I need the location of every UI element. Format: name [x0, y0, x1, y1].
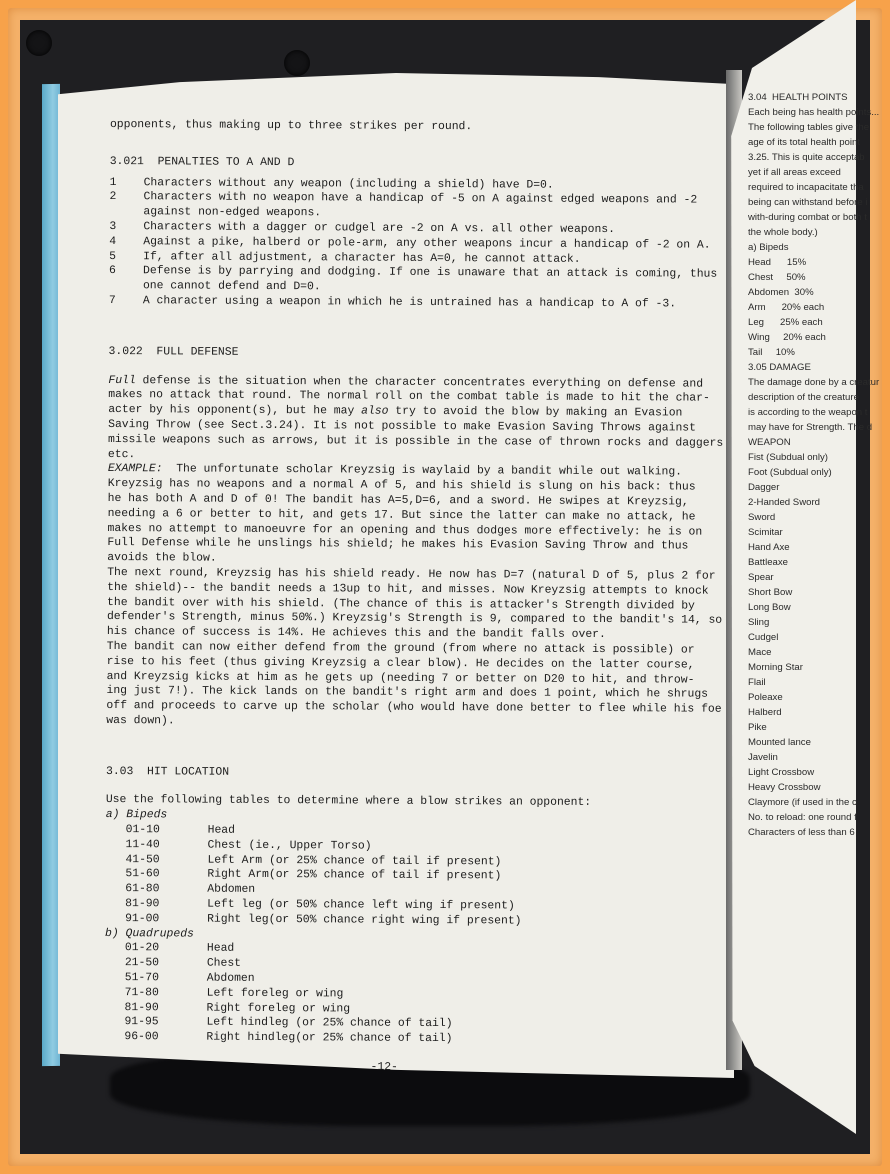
- page-text: [104, 118, 740, 1078]
- example-line: defender's Strength, minus 50%.) Kreyzsig's Strength is 9, compared to the bandit's 14, so: [106, 611, 723, 628]
- body-location: Left foreleg or wing: [206, 987, 344, 1001]
- right-page-line: Scimitar: [748, 527, 783, 538]
- penalty-number: [109, 279, 143, 294]
- right-page-line: Claymore (if used in the c: [748, 797, 857, 808]
- right-page-line: The damage done by a creatur: [748, 377, 880, 388]
- example-line: ing just 7!). The kick lands on the bandit's right arm and does 1 point, which he shrugs: [106, 685, 709, 701]
- body-location: Right leg(or 50% chance right wing if present): [207, 913, 522, 928]
- roll-range: 96-00: [124, 1031, 159, 1044]
- right-page-line: Light Crossbow: [748, 767, 815, 778]
- binder-hole: [26, 30, 52, 56]
- right-page-line: Pike: [748, 722, 767, 733]
- body-location: Head: [206, 943, 235, 956]
- example-line: The bandit can now either defend from the ground (from where no attack is possible) or: [106, 640, 695, 657]
- example-line: was down).: [106, 714, 175, 728]
- right-page-line: Sword: [748, 512, 776, 523]
- bipeds-table: [105, 823, 736, 930]
- example-line: Kreyzsig has no weapons and a normal A of 5, and his shield is slung on his back: thus: [107, 478, 696, 494]
- example-paragraph: [106, 477, 738, 732]
- right-page-line: WEAPON: [748, 437, 791, 448]
- right-page-line: being can withstand before i: [748, 197, 868, 208]
- right-page-line: Abdomen 30%: [748, 287, 814, 298]
- right-page-line: age of its total health point: [748, 137, 861, 148]
- roll-range: 81-90: [124, 1001, 159, 1014]
- intro-line: opponents, thus making up to three strikes per round.: [109, 118, 473, 134]
- full-italic: Full: [108, 374, 136, 387]
- right-page-line: Javelin: [748, 752, 778, 763]
- penalty-list: [109, 176, 740, 313]
- right-page-line: 3.05 DAMAGE: [748, 362, 811, 373]
- example-line: off and proceeds to carve up the scholar (who would have done better to flee while his foe: [106, 700, 722, 716]
- roll-range: 01-20: [124, 942, 160, 955]
- right-page-line: Heavy Crossbow: [748, 782, 821, 793]
- full-defense-line: makes no attack that round. The normal roll on the combat table is made to hit the char-: [108, 389, 710, 406]
- hit-location-row: [104, 1030, 734, 1049]
- example-line: he has both A and D of 0! The bandit has A=5,D=6, and a sword. He swipes at Kreyzsig,: [107, 492, 689, 509]
- quadrupeds-label: b) Quadrupeds: [104, 927, 194, 941]
- right-page-line: yet if all areas exceed: [748, 167, 841, 178]
- penalty-text: Defense is by parrying and dodging. If one is unaware that an attack is coming, thus: [143, 265, 718, 282]
- right-page-line: Wing 20% each: [748, 332, 826, 343]
- right-page-line: Leg 25% each: [748, 317, 823, 328]
- body-location: Chest (ie., Upper Torso): [207, 839, 372, 853]
- example-line: avoids the blow.: [107, 552, 217, 565]
- body-location: Head: [207, 824, 236, 837]
- roll-range: 91-00: [125, 912, 160, 926]
- also-italic: also: [361, 405, 389, 418]
- right-page-line: Chest 50%: [748, 272, 806, 283]
- right-page-line: Each being has health points...: [748, 107, 880, 118]
- full-defense-text: acter by his opponent(s), but he may: [108, 404, 362, 418]
- right-page-text: [748, 90, 880, 840]
- right-page-line: Mounted lance: [748, 737, 811, 748]
- binder-hole: [284, 50, 310, 76]
- penalty-number: 1: [109, 176, 117, 189]
- body-location: Right Arm(or 25% chance of tail if present): [207, 869, 502, 883]
- right-page-line: Short Bow: [748, 587, 793, 598]
- example-line: The next round, Kreyzsig has his shield ready. He now has D=7 (natural D of 5, plus 2 for: [107, 566, 716, 583]
- penalty-number: 2: [109, 191, 117, 204]
- example-label: EXAMPLE:: [107, 463, 163, 476]
- body-location: Chest: [206, 957, 242, 971]
- full-defense-rest: [108, 418, 738, 466]
- right-page-line: Morning Star: [748, 662, 803, 673]
- example-line: his chance of success is 14%. He achieves this and the bandit falls over.: [106, 626, 606, 642]
- body-location: Abdomen: [206, 972, 255, 985]
- roll-range: 61-80: [125, 883, 160, 896]
- body-location: Left Arm (or 25% chance of tail if present): [207, 854, 502, 869]
- right-page-line: Characters of less than 6: [748, 827, 855, 838]
- penalty-text: one cannot defend and D=0.: [142, 280, 321, 294]
- example-line: Full Defense while he unslings his shield; he makes his Evasion Saving Throw and thus: [107, 537, 689, 553]
- right-page-line: Poleaxe: [748, 692, 783, 703]
- right-page-line: Spear: [748, 572, 774, 583]
- full-defense-text: defense is the situation when the character concentrates everything on defense and: [135, 374, 704, 391]
- body-location: Abdomen: [207, 883, 256, 897]
- right-page-line: Dagger: [748, 482, 780, 493]
- right-page-line: Arm 20% each: [748, 302, 825, 313]
- penalty-text: A character using a weapon in which he is untrained has a handicap to A of -3.: [142, 295, 677, 311]
- right-page-line: is according to the weapon t: [748, 407, 868, 418]
- right-page-line: required to incapacitate tha: [748, 182, 864, 193]
- penalty-number: 5: [109, 250, 117, 263]
- penalty-text: Characters with no weapon have a handicap of -5 on A against edged weapons and -2: [143, 191, 698, 207]
- right-page-line: The following tables give the: [748, 122, 870, 133]
- roll-range: 81-90: [125, 898, 160, 911]
- right-page-line: may have for Strength. The d: [748, 422, 873, 433]
- roll-range: 41-50: [125, 853, 160, 866]
- example-line: and Kreyzsig kicks at him as he gets up (needing 7 or better on D20 to hit, and throw-: [106, 670, 695, 687]
- body-location: Right foreleg or wing: [206, 1002, 351, 1016]
- right-page-line: Halberd: [748, 707, 782, 718]
- right-page-line: Long Bow: [748, 602, 791, 613]
- heading-hit-location: 3.03 HIT LOCATION: [105, 765, 230, 779]
- right-page-line: 3.25. This is quite acceptab: [748, 152, 865, 163]
- right-page-line: 3.04 HEALTH POINTS: [748, 92, 848, 103]
- full-defense-line: Saving Throw (see Sect.3.24). It is not possible to make Evasion Saving Throws against: [108, 418, 697, 435]
- right-page-line: Flail: [748, 677, 766, 688]
- penalty-text: against non-edged weapons.: [143, 206, 322, 220]
- right-page-line: Foot (Subdual only): [748, 467, 832, 478]
- right-page-line: description of the creature: [748, 392, 859, 403]
- right-page-line: the whole body.): [748, 227, 818, 238]
- penalty-text: Against a pike, halberd or pole-arm, any other weapons incur a handicap of -2 on A.: [143, 235, 711, 252]
- right-page-line: Fist (Subdual only): [748, 452, 828, 463]
- roll-range: 11-40: [125, 838, 160, 852]
- example-line: the bandit over with his shield. (The chance of this is attacker's Strength divided by: [107, 596, 695, 613]
- bipeds-label: a) Bipeds: [105, 809, 168, 822]
- page-number: -12-: [370, 1061, 398, 1074]
- penalty-text: Characters without any weapon (including a shield) have D=0.: [143, 176, 554, 192]
- example-text: The unfortunate scholar Kreyzsig is waylaid by a bandit while out walking.: [162, 463, 683, 479]
- body-location: Right hindleg(or 25% chance of tail): [206, 1031, 453, 1046]
- penalty-number: 3: [109, 220, 117, 234]
- penalty-number: 6: [109, 265, 116, 278]
- right-page-line: 2-Handed Sword: [748, 497, 820, 508]
- right-page-line: Sling: [748, 617, 770, 628]
- roll-range: 51-60: [125, 868, 160, 881]
- right-page-line: Cudgel: [748, 632, 779, 643]
- body-location: Left hindleg (or 25% chance of tail): [206, 1017, 453, 1031]
- right-page-line: Head 15%: [748, 257, 807, 268]
- example-line: rise to his feet (thus giving Kreyzsig a clear blow). He decides on the latter course,: [106, 655, 695, 672]
- penalty-text: If, after all adjustment, a character has A=0, he cannot attack.: [143, 250, 581, 266]
- full-defense-line: missile weapons such as arrows, but it is possible in the case of thrown rocks and daggers: [107, 433, 724, 450]
- right-page-line: Tail 10%: [748, 347, 795, 358]
- right-page-line: with-during combat or both t: [748, 212, 867, 223]
- example-line: makes no attempt to manoeuvre for an opening and thus dodges more effectively: he is on: [107, 522, 703, 539]
- roll-range: 21-50: [124, 957, 160, 970]
- roll-range: 71-80: [124, 986, 159, 1000]
- full-defense-line: etc.: [107, 448, 136, 461]
- right-page-line: No. to reload: one round f: [748, 812, 857, 823]
- right-page-line: a) Bipeds: [748, 242, 789, 253]
- book-spine: [42, 84, 60, 1066]
- heading-full-defense: 3.022 FULL DEFENSE: [108, 345, 239, 359]
- heading-penalties: 3.021 PENALTIES TO A AND D: [109, 155, 295, 169]
- right-page-line: Battleaxe: [748, 557, 789, 568]
- right-page-line: Mace: [748, 647, 772, 658]
- right-page-line: Hand Axe: [748, 542, 790, 553]
- roll-range: 51-70: [124, 972, 159, 985]
- penalty-number: 4: [109, 235, 117, 248]
- penalty-number: [109, 205, 143, 220]
- full-defense-text: try to avoid the blow by making an Evasion: [388, 405, 683, 420]
- roll-range: 91-95: [124, 1016, 159, 1029]
- example-line: the shield)-- the bandit needs a 13up to hit, and misses. Now Kreyzsig attempts to knock: [107, 581, 709, 598]
- body-location: Left leg (or 50% chance left wing if present): [207, 898, 515, 913]
- penalty-number: 7: [108, 294, 116, 308]
- quadrupeds-table: [104, 941, 735, 1048]
- hit-location-intro: Use the following tables to determine where a blow strikes an opponent:: [105, 794, 592, 810]
- example-line: needing a 6 or better to hit, and gets 17. But since the latter can make no attack, he: [107, 507, 696, 524]
- penalty-text: Characters with a dagger or cudgel are -2 on A vs. all other weapons.: [143, 221, 616, 237]
- roll-range: 01-10: [125, 824, 160, 837]
